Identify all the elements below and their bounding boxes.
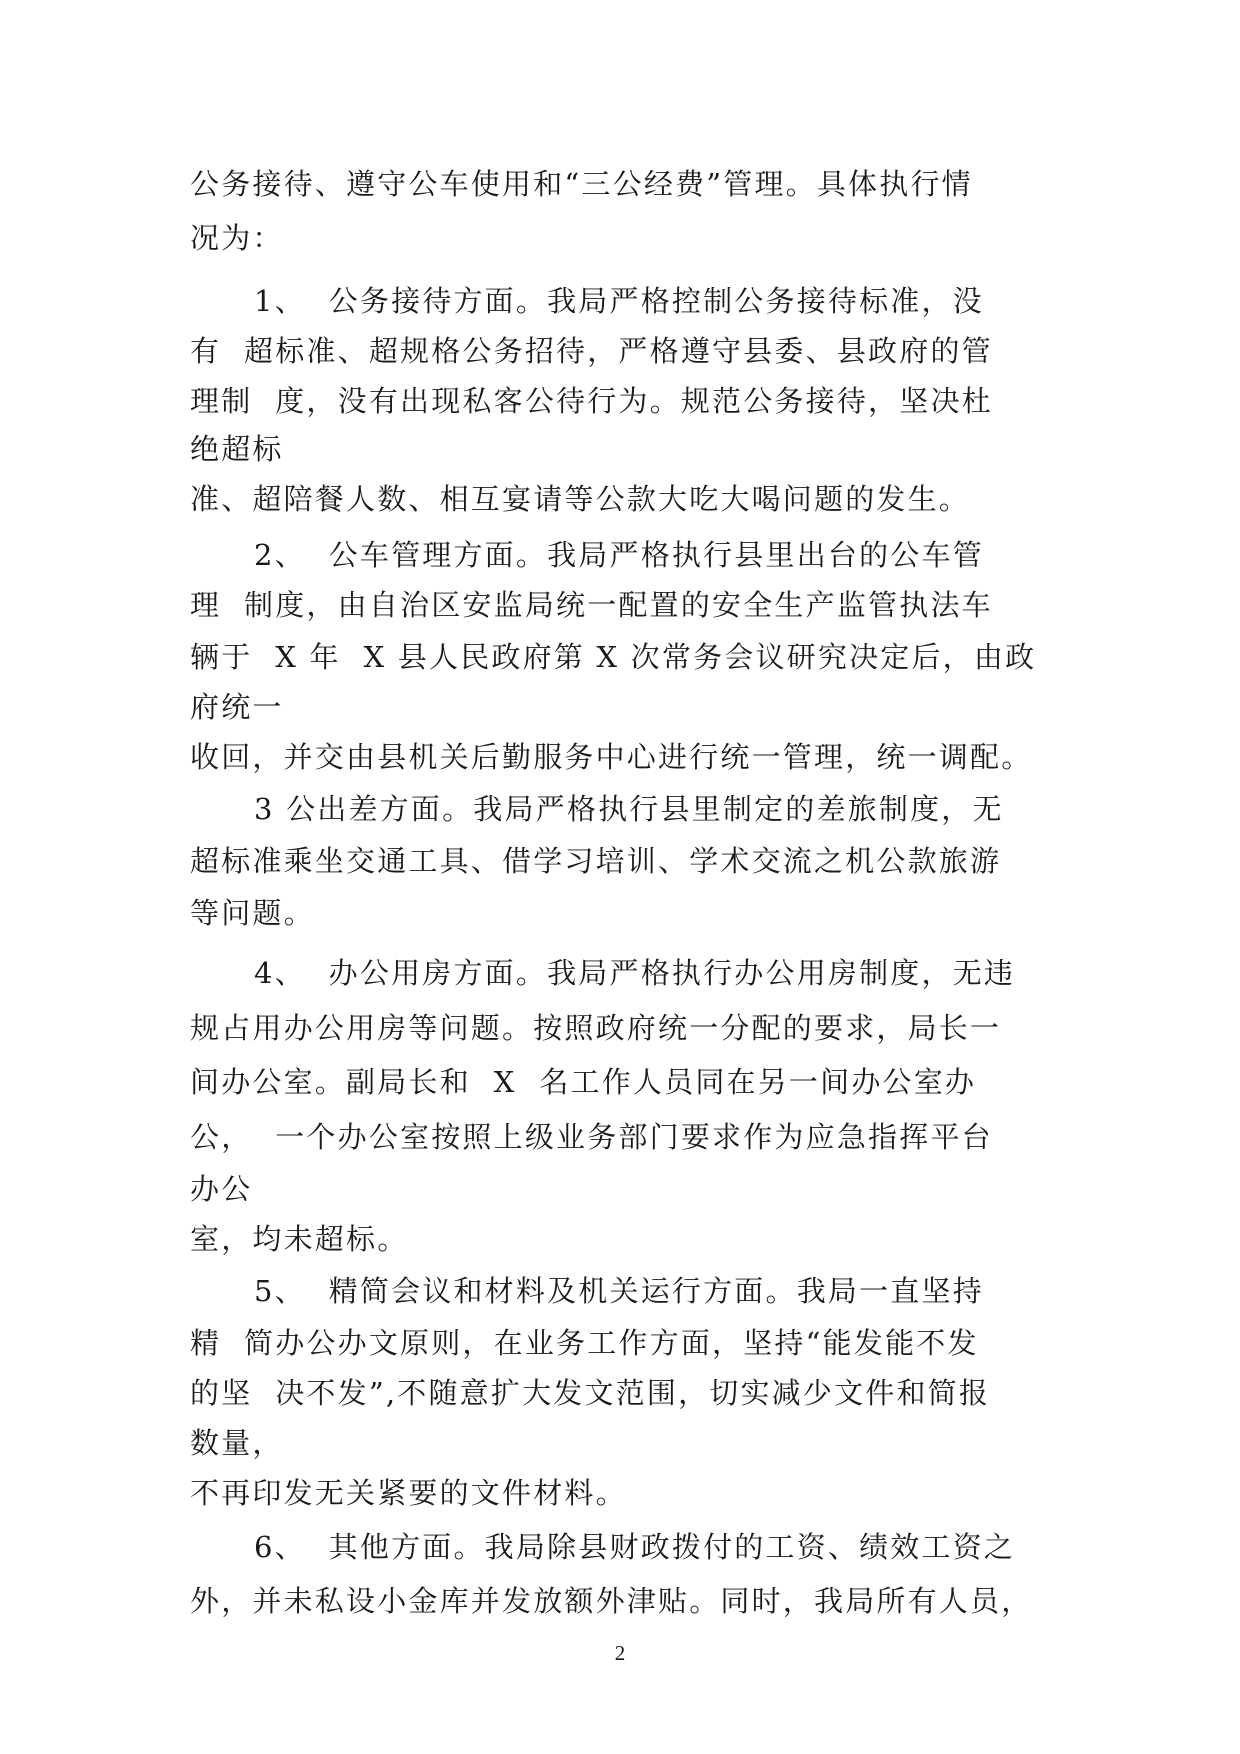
text-line: 绝超标 — [190, 432, 284, 466]
text-line: 6、 其他方面。我局除县财政拨付的工资、绩效工资之 — [254, 1530, 1016, 1564]
text-line: 精 简办公办文原则，在业务工作方面，坚持“能发能不发 — [190, 1326, 979, 1360]
text-line: 准、超陪餐人数、相互宴请等公款大吃大喝问题的发生。 — [190, 482, 971, 516]
text-line: 辆于 X 年 X 县人民政府第 X 次常务会议研究决定后，由政 — [190, 640, 1037, 674]
text-line: 室，均未超标。 — [190, 1222, 409, 1256]
text-line: 收回，并交由县机关后勤服务中心进行统一管理，统一调配。 — [190, 740, 1033, 774]
text-line: 规占用办公用房等问题。按照政府统一分配的要求，局长一 — [190, 1011, 1002, 1045]
text-line: 4、 办公用房方面。我局严格执行办公用房制度，无违 — [254, 956, 1016, 990]
text-line: 2、 公车管理方面。我局严格执行县里出台的公车管 — [254, 538, 984, 572]
page-number: 2 — [614, 1641, 626, 1665]
text-line: 况为： — [190, 221, 284, 255]
text-line: 外，并未私设小金库并发放额外津贴。同时，我局所有人员， — [190, 1584, 1033, 1618]
text-line: 间办公室。副局长和 X 名工作人员同在另一间办公室办 — [190, 1065, 977, 1099]
text-line: 不再印发无关紧要的文件材料。 — [190, 1476, 627, 1510]
text-line: 公务接待、遵守公车使用和“三公经费”管理。具体执行情 — [190, 167, 973, 201]
text-line: 理 制度，由自治区安监局统一配置的安全生产监管执法车 — [190, 588, 993, 622]
text-line: 5、 精简会议和材料及机关运行方面。我局一直坚持 — [254, 1274, 984, 1308]
text-line: 有 超标准、超规格公务招待，严格遵守县委、县政府的管 — [190, 334, 993, 368]
text-line: 理制 度，没有出现私客公待行为。规范公务接待，坚决杜 — [190, 384, 993, 418]
text-line: 等问题。 — [190, 896, 315, 930]
text-line: 3 公出差方面。我局严格执行县里制定的差旅制度，无 — [254, 792, 1004, 826]
text-line: 的坚 决不发”,不随意扩大发文范围，切实减少文件和简报 — [190, 1376, 991, 1410]
text-line: 办公 — [190, 1172, 253, 1206]
text-line: 公， 一个办公室按照上级业务部门要求作为应急指挥平台 — [190, 1120, 993, 1154]
text-line: 超标准乘坐交通工具、借学习培训、学术交流之机公款旅游 — [190, 844, 1002, 878]
text-line: 1、 公务接待方面。我局严格控制公务接待标准，没 — [254, 284, 984, 318]
text-line: 府统一 — [190, 690, 284, 724]
text-line: 数量， — [190, 1426, 284, 1460]
